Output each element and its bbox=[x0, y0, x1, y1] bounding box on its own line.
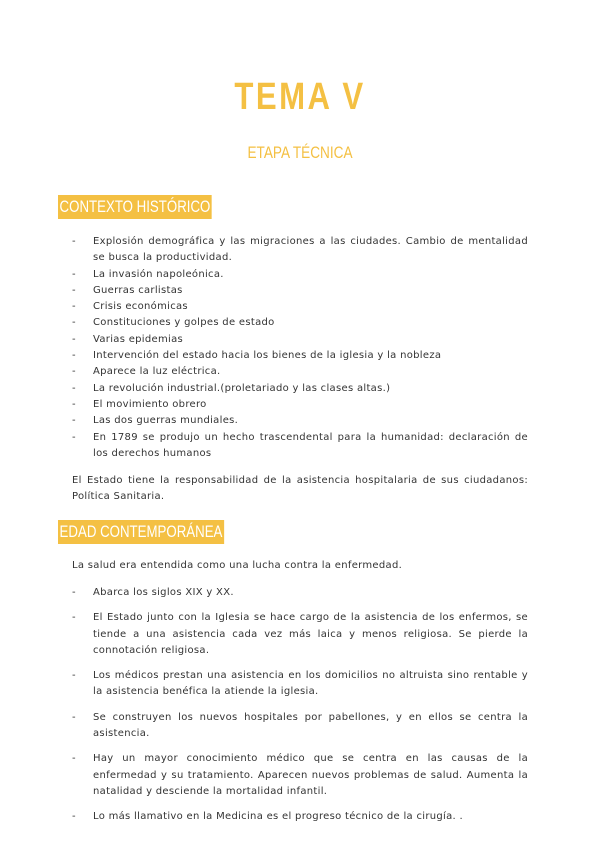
list-item: - El Estado junto con la Iglesia se hace cargo de la asistencia de los enfermos, se tiende a una asistencia cada vez más laica y menos religiosa. Se pierde la connotación religiosa. bbox=[72, 610, 528, 659]
list-item: - Intervención del estado hacia los bienes de la iglesia y la nobleza bbox=[72, 348, 528, 364]
list-item: - Explosión demográfica y las migraciones a las ciudades. Cambio de mentalidad se busca la productividad. bbox=[72, 234, 528, 267]
list-item: - Aparece la luz eléctrica. bbox=[72, 364, 528, 380]
contexto-list bbox=[72, 234, 528, 462]
list-item: - En 1789 se produjo un hecho trascendental para la humanidad: declaración de los derechos humanos bbox=[72, 430, 528, 463]
list-item: - La invasión napoleónica. bbox=[72, 267, 528, 283]
list-item: - Varias epidemias bbox=[72, 332, 528, 348]
section-heading-contexto: CONTEXTO HISTÓRICO bbox=[58, 195, 212, 219]
list-item: - Guerras carlistas bbox=[72, 283, 528, 299]
page-title: TEMA V bbox=[234, 76, 366, 118]
edad-contemporanea-list bbox=[72, 585, 528, 835]
list-item: - Las dos guerras mundiales. bbox=[72, 413, 528, 429]
list-item: - Los médicos prestan una asistencia en los domicilios no altruista sino rentable y la asistencia benéfica la atiende la iglesia. bbox=[72, 668, 528, 701]
list-item: - Lo más llamativo en la Medicina es el progreso técnico de la cirugía. . bbox=[72, 809, 528, 825]
edad-contemporanea-intro: La salud era entendida como una lucha contra la enfermedad. bbox=[72, 560, 403, 571]
section-heading-edad-contemporanea: EDAD CONTEMPORÁNEA bbox=[58, 520, 224, 544]
list-item: - Abarca los siglos XIX y XX. bbox=[72, 585, 528, 601]
list-item: - Hay un mayor conocimiento médico que se centra en las causas de la enfermedad y su tratamiento. Aparecen nuevos problemas de salud. Aumenta la natalidad y desciende la mortalidad infantil. bbox=[72, 751, 528, 800]
list-item: - Crisis económicas bbox=[72, 299, 528, 315]
list-item: - El movimiento obrero bbox=[72, 397, 528, 413]
politica-sanitaria-paragraph: El Estado tiene la responsabilidad de la asistencia hospitalaria de sus ciudadanos: Política Sanitaria. bbox=[72, 475, 528, 503]
list-item: - Constituciones y golpes de estado bbox=[72, 315, 528, 331]
page-subtitle: ETAPA TÉCNICA bbox=[247, 143, 353, 162]
list-item: - La revolución industrial.(proletariado y las clases altas.) bbox=[72, 381, 528, 397]
list-item: - Se construyen los nuevos hospitales por pabellones, y en ellos se centra la asistencia. bbox=[72, 710, 528, 743]
